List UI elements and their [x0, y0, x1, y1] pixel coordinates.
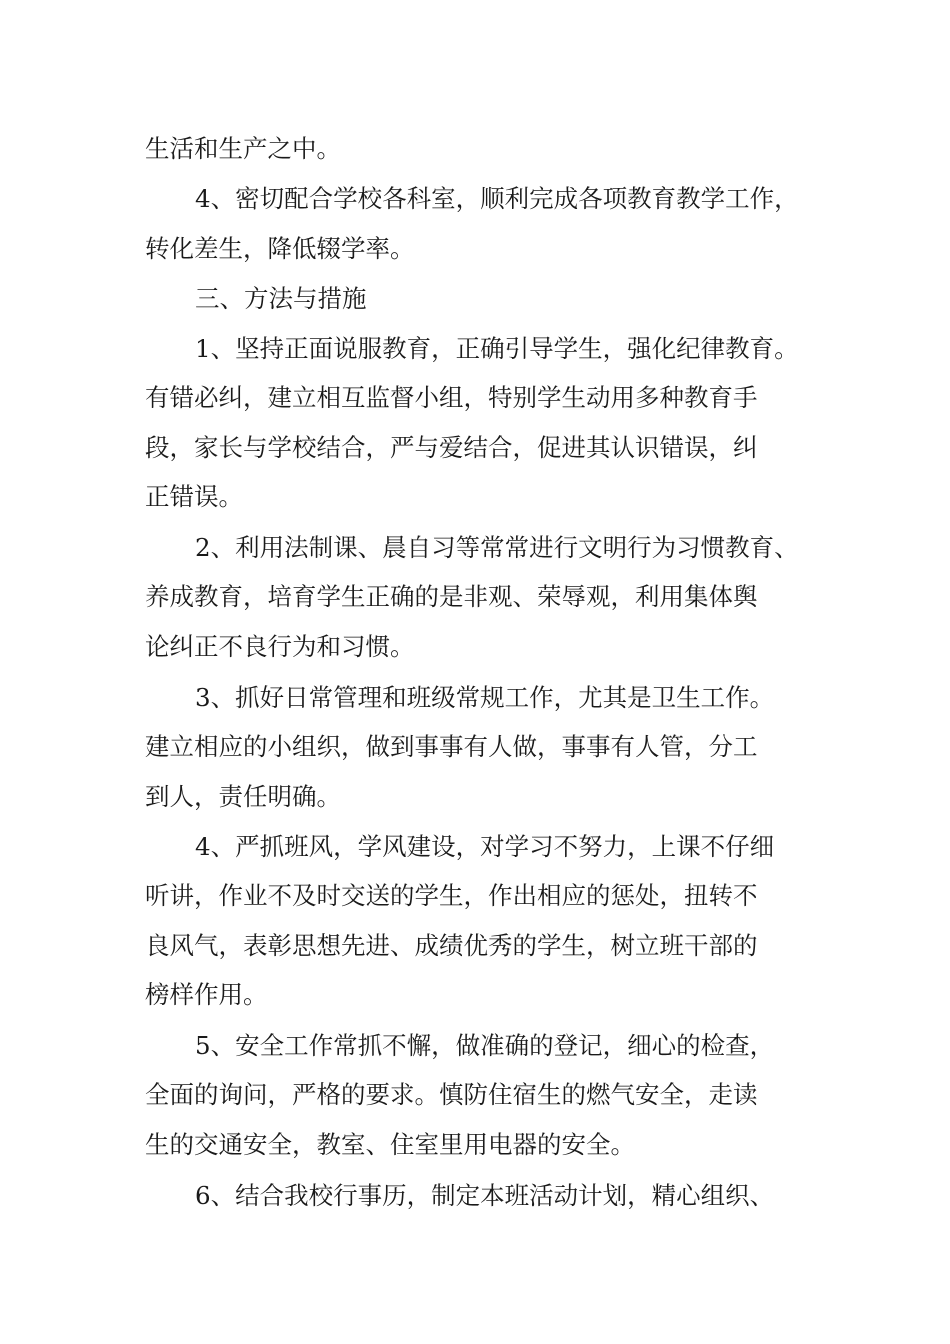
text-line: 转化差生，降低辍学率。 [145, 234, 415, 263]
text-line: 生活和生产之中。 [145, 134, 341, 163]
text-line: 段，家长与学校结合，严与爱结合，促进其认识错误，纠 [145, 433, 758, 462]
text-line: 3、抓好日常管理和班级常规工作，尤其是卫生工作。 [195, 683, 775, 712]
text-line: 6、结合我校行事历，制定本班活动计划，精心组织、 [195, 1181, 775, 1210]
text-line: 良风气，表彰思想先进、成绩优秀的学生，树立班干部的 [145, 931, 758, 960]
text-line: 2、利用法制课、晨自习等常常进行文明行为习惯教育、 [195, 533, 799, 562]
text-line: 全面的询问，严格的要求。慎防住宿生的燃气安全，走读 [145, 1080, 758, 1109]
text-line: 论纠正不良行为和习惯。 [145, 632, 415, 661]
text-line: 1、坚持正面说服教育，正确引导学生，强化纪律教育。 [195, 334, 799, 363]
text-line: 有错必纠，建立相互监督小组，特别学生动用多种教育手 [145, 383, 758, 412]
section-heading: 三、方法与措施 [195, 284, 367, 313]
text-line: 5、安全工作常抓不懈，做准确的登记，细心的检查， [195, 1031, 775, 1060]
text-line: 到人，责任明确。 [145, 782, 341, 811]
text-line: 养成教育，培育学生正确的是非观、荣辱观，利用集体舆 [145, 582, 758, 611]
text-line: 生的交通安全，教室、住室里用电器的安全。 [145, 1130, 635, 1159]
text-line: 建立相应的小组织，做到事事有人做，事事有人管，分工 [145, 732, 758, 761]
text-line: 正错误。 [145, 482, 243, 511]
text-line: 榜样作用。 [145, 980, 268, 1009]
text-line: 听讲，作业不及时交送的学生，作出相应的惩处，扭转不 [145, 881, 758, 910]
text-line: 4、严抓班风，学风建设，对学习不努力，上课不仔细 [195, 832, 775, 861]
text-line: 4、密切配合学校各科室，顺利完成各项教育教学工作， [195, 184, 799, 213]
